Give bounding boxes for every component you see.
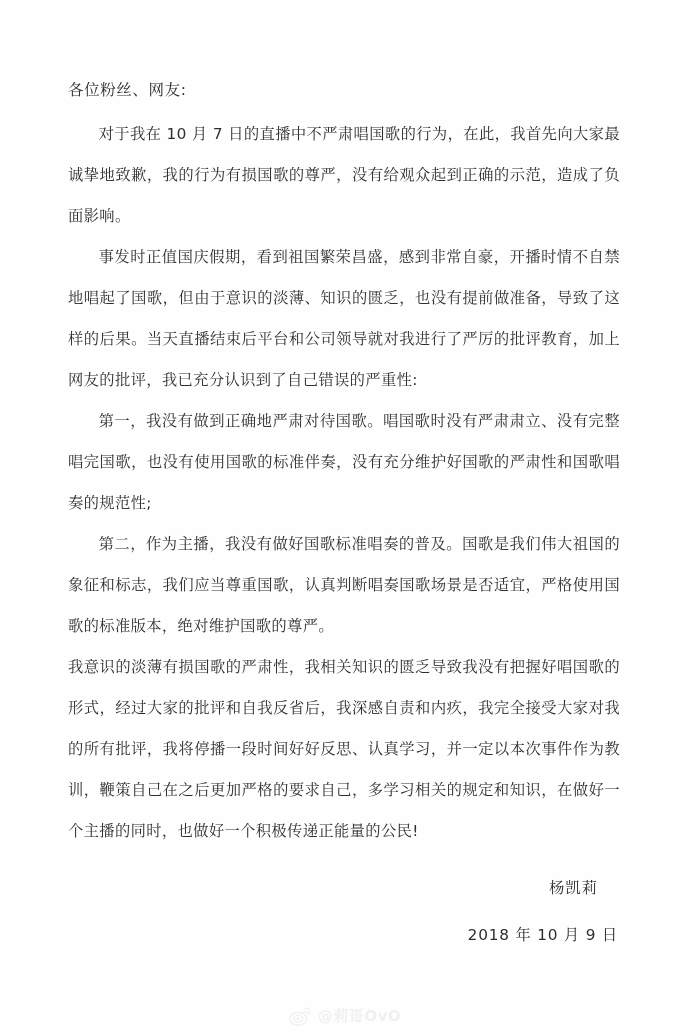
- letter-paragraph-2: 事发时正值国庆假期，看到祖国繁荣昌盛，感到非常自豪，开播时情不自禁地唱起了国歌，但由于意识的淡薄、知识的匮乏，也没有提前做准备，导致了这样的后果。当天直播结束后平台和公司领导就对我进行了严厉的批评教育，加上网友的批评，我已充分认识到了自己错误的严重性:: [68, 248, 620, 390]
- letter-body: [68, 78, 620, 852]
- letter-paragraph-3: 第一，我没有做到正确地严肃对待国歌。唱国歌时没有严肃肃立、没有完整唱完国歌，也没有使用国歌的标准伴奏，没有充分维护好国歌的严肃性和国歌唱奏的规范性;: [68, 412, 620, 513]
- letter-paragraph-4: 第二，作为主播，我没有做好国歌标准唱奏的普及。国歌是我们伟大祖国的象征和标志，我们应当尊重国歌，认真判断唱奏国歌场景是否适宜，严格使用国歌的标准版本，绝对维护国歌的尊严。: [68, 535, 620, 636]
- weibo-handle: @莉哥OvO: [317, 1007, 402, 1025]
- weibo-watermark: [0, 1007, 690, 1026]
- letter-paragraph-5: 我意识的淡薄有损国歌的严肃性，我相关知识的匮乏导致我没有把握好唱国歌的形式，经过大家的批评和自我反省后，我深感自责和内疚，我完全接受大家对我的所有批评，我将停播一段时间好好反思、认真学习，并一定以本次事件作为教训，鞭策自己在之后更加严格的要求自己，多学习相关的规定和知识，在做好一个主播的同时，也做好一个积极传递正能量的公民!: [68, 658, 620, 841]
- signature-block: [68, 878, 620, 947]
- letter-paragraph-1: 对于我在 10 月 7 日的直播中不严肃唱国歌的行为，在此，我首先向大家最诚挚地致歉，我的行为有损国歌的尊严，没有给观众起到正确的示范，造成了负面影响。: [68, 125, 620, 226]
- signature-date: 2018 年 10 月 9 日: [467, 926, 618, 945]
- signature-name: 杨凯莉: [549, 879, 598, 897]
- letter-salutation: 各位粉丝、网友:: [68, 81, 187, 99]
- weibo-eye-icon: [289, 1007, 311, 1026]
